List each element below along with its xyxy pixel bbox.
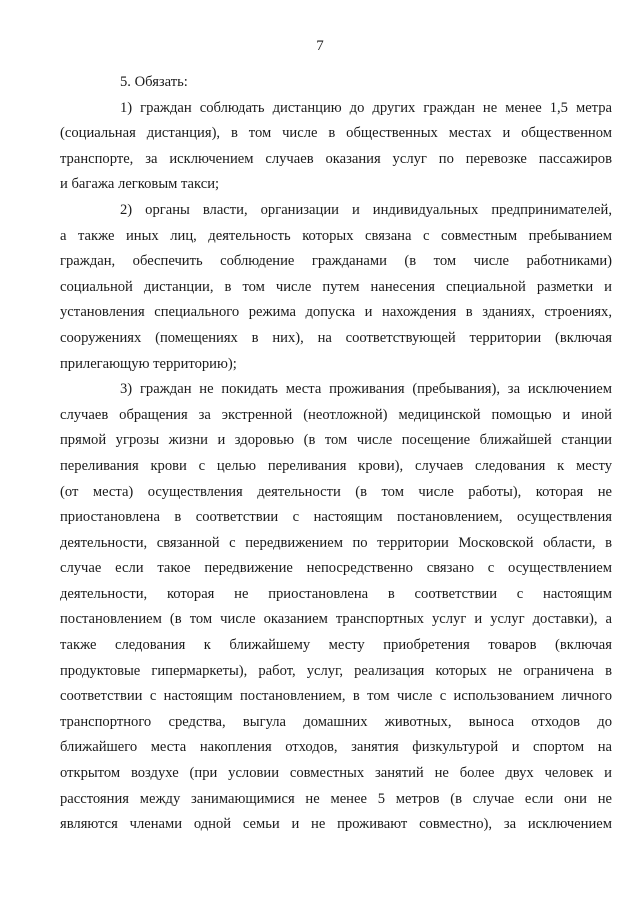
text-line: также следования к ближайшему месту приобретения товаров (включая — [60, 637, 612, 654]
text-line: являются членами одной семьи и не проживают совместно), за исключением — [60, 816, 612, 833]
text-line: открытом воздухе (при условии совместных занятий не более двух человек и — [60, 765, 612, 782]
text-line: деятельности, которая не приостановлена в соответствии с настоящим — [60, 585, 612, 602]
text-line: 1) граждан соблюдать дистанцию до других граждан не менее 1,5 метра — [120, 99, 612, 116]
section-heading: 5. Обязать: — [120, 74, 188, 90]
text-line: и багажа легковым такси; — [60, 176, 220, 193]
text-line: случаев обращения за экстренной (неотложной) медицинской помощью и иной — [60, 406, 612, 423]
text-line: граждан, обеспечить соблюдение гражданами (в том числе работниками) — [60, 253, 612, 270]
text-line: 3) граждан не покидать места проживания (пребывания), за исключением — [120, 381, 612, 398]
text-line: случае если такое передвижение непосредственно связано с осуществлением — [60, 560, 612, 577]
text-line: 2) органы власти, организации и индивидуальных предпринимателей, — [120, 201, 612, 218]
text-line: прямой угрозы жизни и здоровью (в том числе посещение ближайшей станции — [60, 432, 612, 449]
text-line: постановлением (в том числе оказанием транспортных услуг и услуг доставки), а — [60, 611, 612, 628]
paragraph-item-1 — [60, 96, 612, 198]
text-line: деятельности, связанной с передвижением по территории Московской области, в — [60, 534, 612, 551]
text-line: переливания крови с целью переливания крови), случаев следования к месту — [60, 457, 612, 474]
text-line: установления специального режима допуска и нахождения в зданиях, строениях, — [60, 304, 612, 321]
text-line: социальной дистанции, в том числе путем нанесения специальной разметки и — [60, 278, 612, 295]
text-line: расстояния между занимающимися не менее 5 метров (в случае если они не — [60, 790, 612, 807]
text-line: ближайшего места накопления отходов, занятия физкультурой и спортом на — [60, 739, 612, 756]
text-line: а также иных лиц, деятельность которых связана с совместным пребыванием — [60, 227, 612, 244]
paragraph-item-3 — [60, 377, 612, 838]
text-line: транспортного средства, выгула домашних животных, выноса отходов до — [60, 713, 612, 730]
document-body — [60, 70, 612, 838]
text-line: соответствии с настоящим постановлением, в том числе с использованием личного — [60, 688, 612, 705]
text-line: прилегающую территорию); — [60, 355, 237, 372]
text-line: продуктовые гипермаркеты), работ, услуг, реализация которых не ограничена в — [60, 662, 612, 679]
text-line: (от места) осуществления деятельности (в том числе работы), которая не — [60, 483, 612, 500]
text-line: (социальная дистанция), в том числе в общественных местах и общественном — [60, 125, 612, 142]
paragraph-item-2 — [60, 198, 612, 377]
text-line: сооружениях (помещениях в них), на соответствующей территории (включая — [60, 329, 612, 346]
page-number: 7 — [316, 38, 324, 54]
text-line: транспорте, за исключением случаев оказания услуг по перевозке пассажиров — [60, 150, 612, 167]
text-line: приостановлена в соответствии с настоящим постановлением, осуществления — [60, 509, 612, 526]
